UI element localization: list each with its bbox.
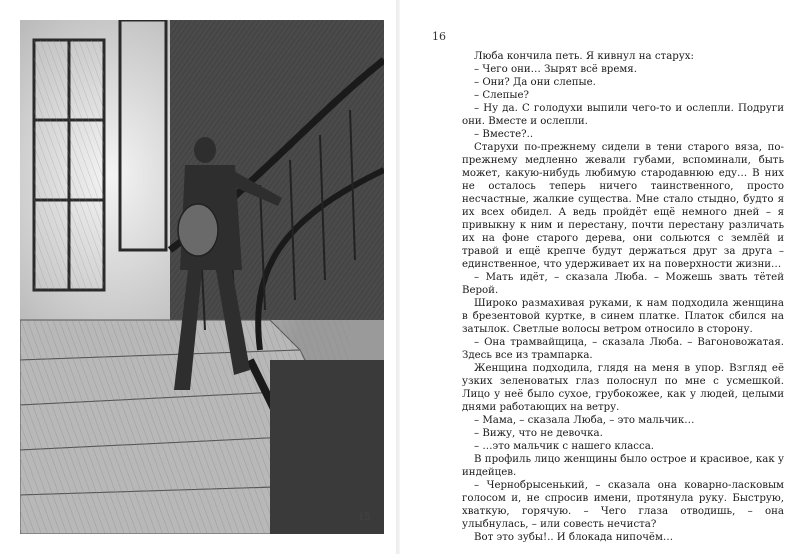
paragraph: – Они? Да они слепые. xyxy=(474,77,596,88)
staircase-illustration xyxy=(20,20,384,534)
paragraph: – …это мальчик с нашего класса. xyxy=(474,441,655,452)
paragraph: – Мать идёт, – сказала Люба. – Можешь звать тётей Верой. xyxy=(462,272,784,296)
paragraph: – Чернобрысенький, – сказала она коварно-ласковым голосом и, не спросив имени, протянула руку. Быструю, хваткую, горячую. – Чего глаза отводишь, – она улыбнулась, – или совесть нечиста? xyxy=(462,480,784,530)
paragraph: – Она трамвайщица, – сказала Люба. – Вагоновожатая. Здесь все из трампарка. xyxy=(462,337,784,361)
paragraph: В профиль лицо женщины было острое и красивое, как у индейцев. xyxy=(462,454,784,478)
paragraph: – Слепые? xyxy=(474,90,530,101)
body-text xyxy=(462,50,784,544)
page-number-left: 15 xyxy=(358,512,371,523)
paragraph: Вот это зубы!.. И блокада нипочём… xyxy=(474,532,674,543)
paragraph: Старухи по-прежнему сидели в тени старого вяза, по-прежнему медленно жевали губами, вспоминали, быть может, какую-нибудь любимую стародавнюю еду… В них не осталось теперь ничего таинственного, просто несчастные, жалкие существа. Мне стало стыдно, будто я их всех обидел. А ведь пройдёт ещё немного дней – я привыкну к ним и перестану, почти перестану различать их на фоне старого дерева, они сольются с землёй и травой и ещё крепче будут держаться друг за друга – единственное, что удерживает их на поверхности жизни… xyxy=(462,142,784,270)
paragraph: – Вижу, что не девочка. xyxy=(474,428,603,439)
paragraph: – Ну да. С голодухи выпили чего-то и ослепли. Подруги они. Вместе и ослепли. xyxy=(462,103,784,127)
page-number-right: 16 xyxy=(432,30,446,43)
paragraph: Широко размахивая руками, к нам подходила женщина в брезентовой куртке, в синем платке. Платок сбился на затылок. Светлые волосы ветром относило в сторону. xyxy=(462,298,784,335)
paragraph: Женщина подходила, глядя на меня в упор. Взгляд её узких зеленоватых глаз полоснул по мне с усмешкой. Лицо у неё было сухое, грубокожее, как у людей, целыми днями работающих на ветру. xyxy=(462,363,784,413)
right-page xyxy=(400,0,800,554)
paragraph: – Чего они… Зырят всё время. xyxy=(474,64,637,75)
paragraph: – Вместе?.. xyxy=(474,129,534,140)
paragraph: Люба кончила петь. Я кивнул на старух: xyxy=(474,51,694,62)
paragraph: – Мама, – сказала Люба, – это мальчик… xyxy=(474,415,695,426)
